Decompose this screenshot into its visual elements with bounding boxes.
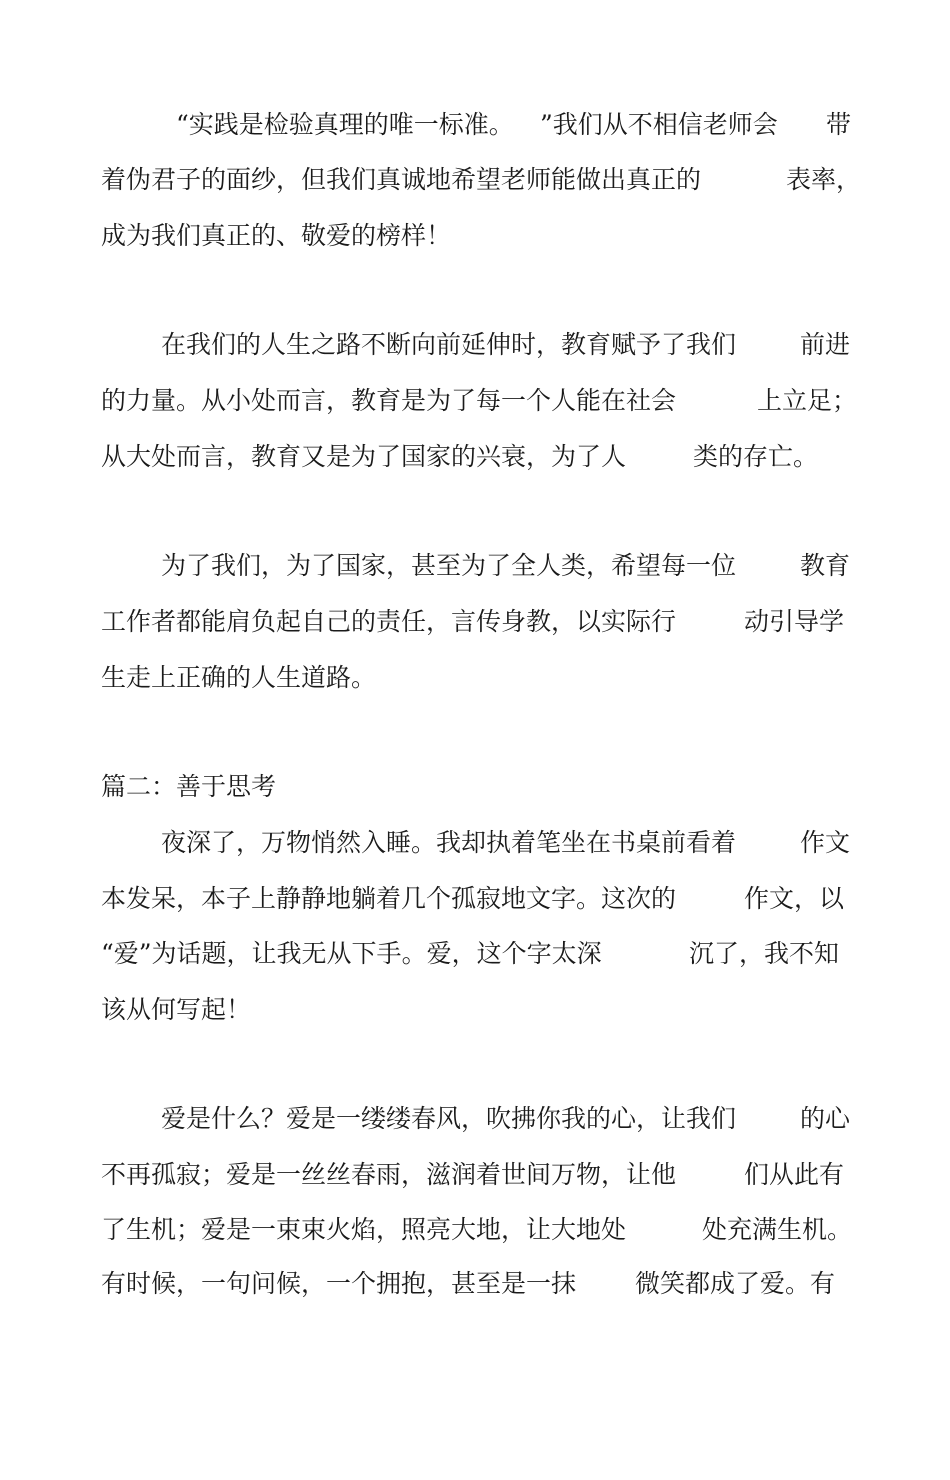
paragraph-3-line-3	[0, 650, 950, 706]
text-segment: 处充满生机。	[702, 1215, 853, 1244]
text-segment: 工作者都能肩负起自己的责任，言传身教，以实际行	[101, 607, 677, 636]
text-segment: 微笑都成了爱。有	[635, 1269, 836, 1298]
paragraph-4-line-4	[0, 982, 950, 1038]
text-segment: 作文	[800, 828, 851, 857]
paragraph-4-line-3	[0, 926, 950, 982]
paragraph-2-line-2	[0, 373, 950, 429]
paragraph-1-line-1	[0, 97, 950, 153]
paragraph-5-line-2	[0, 1147, 950, 1203]
text-segment: 类的存亡。	[693, 442, 819, 471]
paragraph-3-line-2	[0, 594, 950, 650]
paragraph-5-line-1	[0, 1091, 950, 1147]
text-segment: 作文，以	[744, 884, 845, 913]
text-segment: 爱是什么？爱是一缕缕春风，吹拂你我的心，让我们	[161, 1104, 737, 1133]
text-segment: “实践是检验真理的唯一标准。	[176, 110, 514, 139]
text-segment: 的力量。从小处而言，教育是为了每一个人能在社会	[101, 386, 677, 415]
paragraph-2-line-1	[0, 317, 950, 373]
paragraph-1-line-2	[0, 152, 950, 208]
text-segment: 在我们的人生之路不断向前延伸时，教育赋予了我们	[161, 330, 737, 359]
text-segment: 的心	[800, 1104, 851, 1133]
text-segment: 了生机；爱是一束束火焰，照亮大地，让大地处	[101, 1215, 627, 1244]
paragraph-5-line-4	[0, 1256, 950, 1312]
text-segment: 为了我们，为了国家，甚至为了全人类，希望每一位	[161, 551, 737, 580]
text-segment: 动引导学	[744, 607, 845, 636]
section-title	[0, 759, 950, 815]
text-segment: 夜深了，万物悄然入睡。我却执着笔坐在书桌前看着	[161, 828, 737, 857]
text-segment: 不再孤寂；爱是一丝丝春雨，滋润着世间万物，让他	[101, 1160, 677, 1189]
paragraph-1-line-3	[0, 208, 950, 264]
paragraph-5-line-3	[0, 1202, 950, 1258]
text-segment: 表率，	[786, 165, 862, 194]
section-title-text: 篇二：善于思考	[101, 772, 277, 801]
text-segment: 成为我们真正的、敬爱的榜样！	[101, 221, 452, 250]
text-segment: 着伪君子的面纱，但我们真诚地希望老师能做出真正的	[101, 165, 702, 194]
text-segment: 前进	[800, 330, 851, 359]
text-segment: 有时候，一句问候，一个拥抱，甚至是一抹	[101, 1269, 577, 1298]
text-segment: 教育	[800, 551, 851, 580]
text-segment: 从大处而言，教育又是为了国家的兴衰，为了人	[101, 442, 627, 471]
text-segment: 生走上正确的人生道路。	[101, 663, 377, 692]
text-segment: 沉了，我不知	[689, 939, 840, 968]
text-segment: 带	[826, 110, 852, 139]
paragraph-4-line-1	[0, 815, 950, 871]
paragraph-3-line-1	[0, 538, 950, 594]
paragraph-2-line-3	[0, 429, 950, 485]
paragraph-4-line-2	[0, 871, 950, 927]
text-segment: 上立足；	[757, 386, 858, 415]
text-segment: “爱”为话题，让我无从下手。爱，这个字太深	[101, 939, 602, 968]
text-segment: 们从此有	[744, 1160, 845, 1189]
text-segment: 该从何写起！	[101, 995, 252, 1024]
text-segment: 本发呆，本子上静静地躺着几个孤寂地文字。这次的	[101, 884, 677, 913]
text-segment: ”我们从不相信老师会	[540, 110, 778, 139]
